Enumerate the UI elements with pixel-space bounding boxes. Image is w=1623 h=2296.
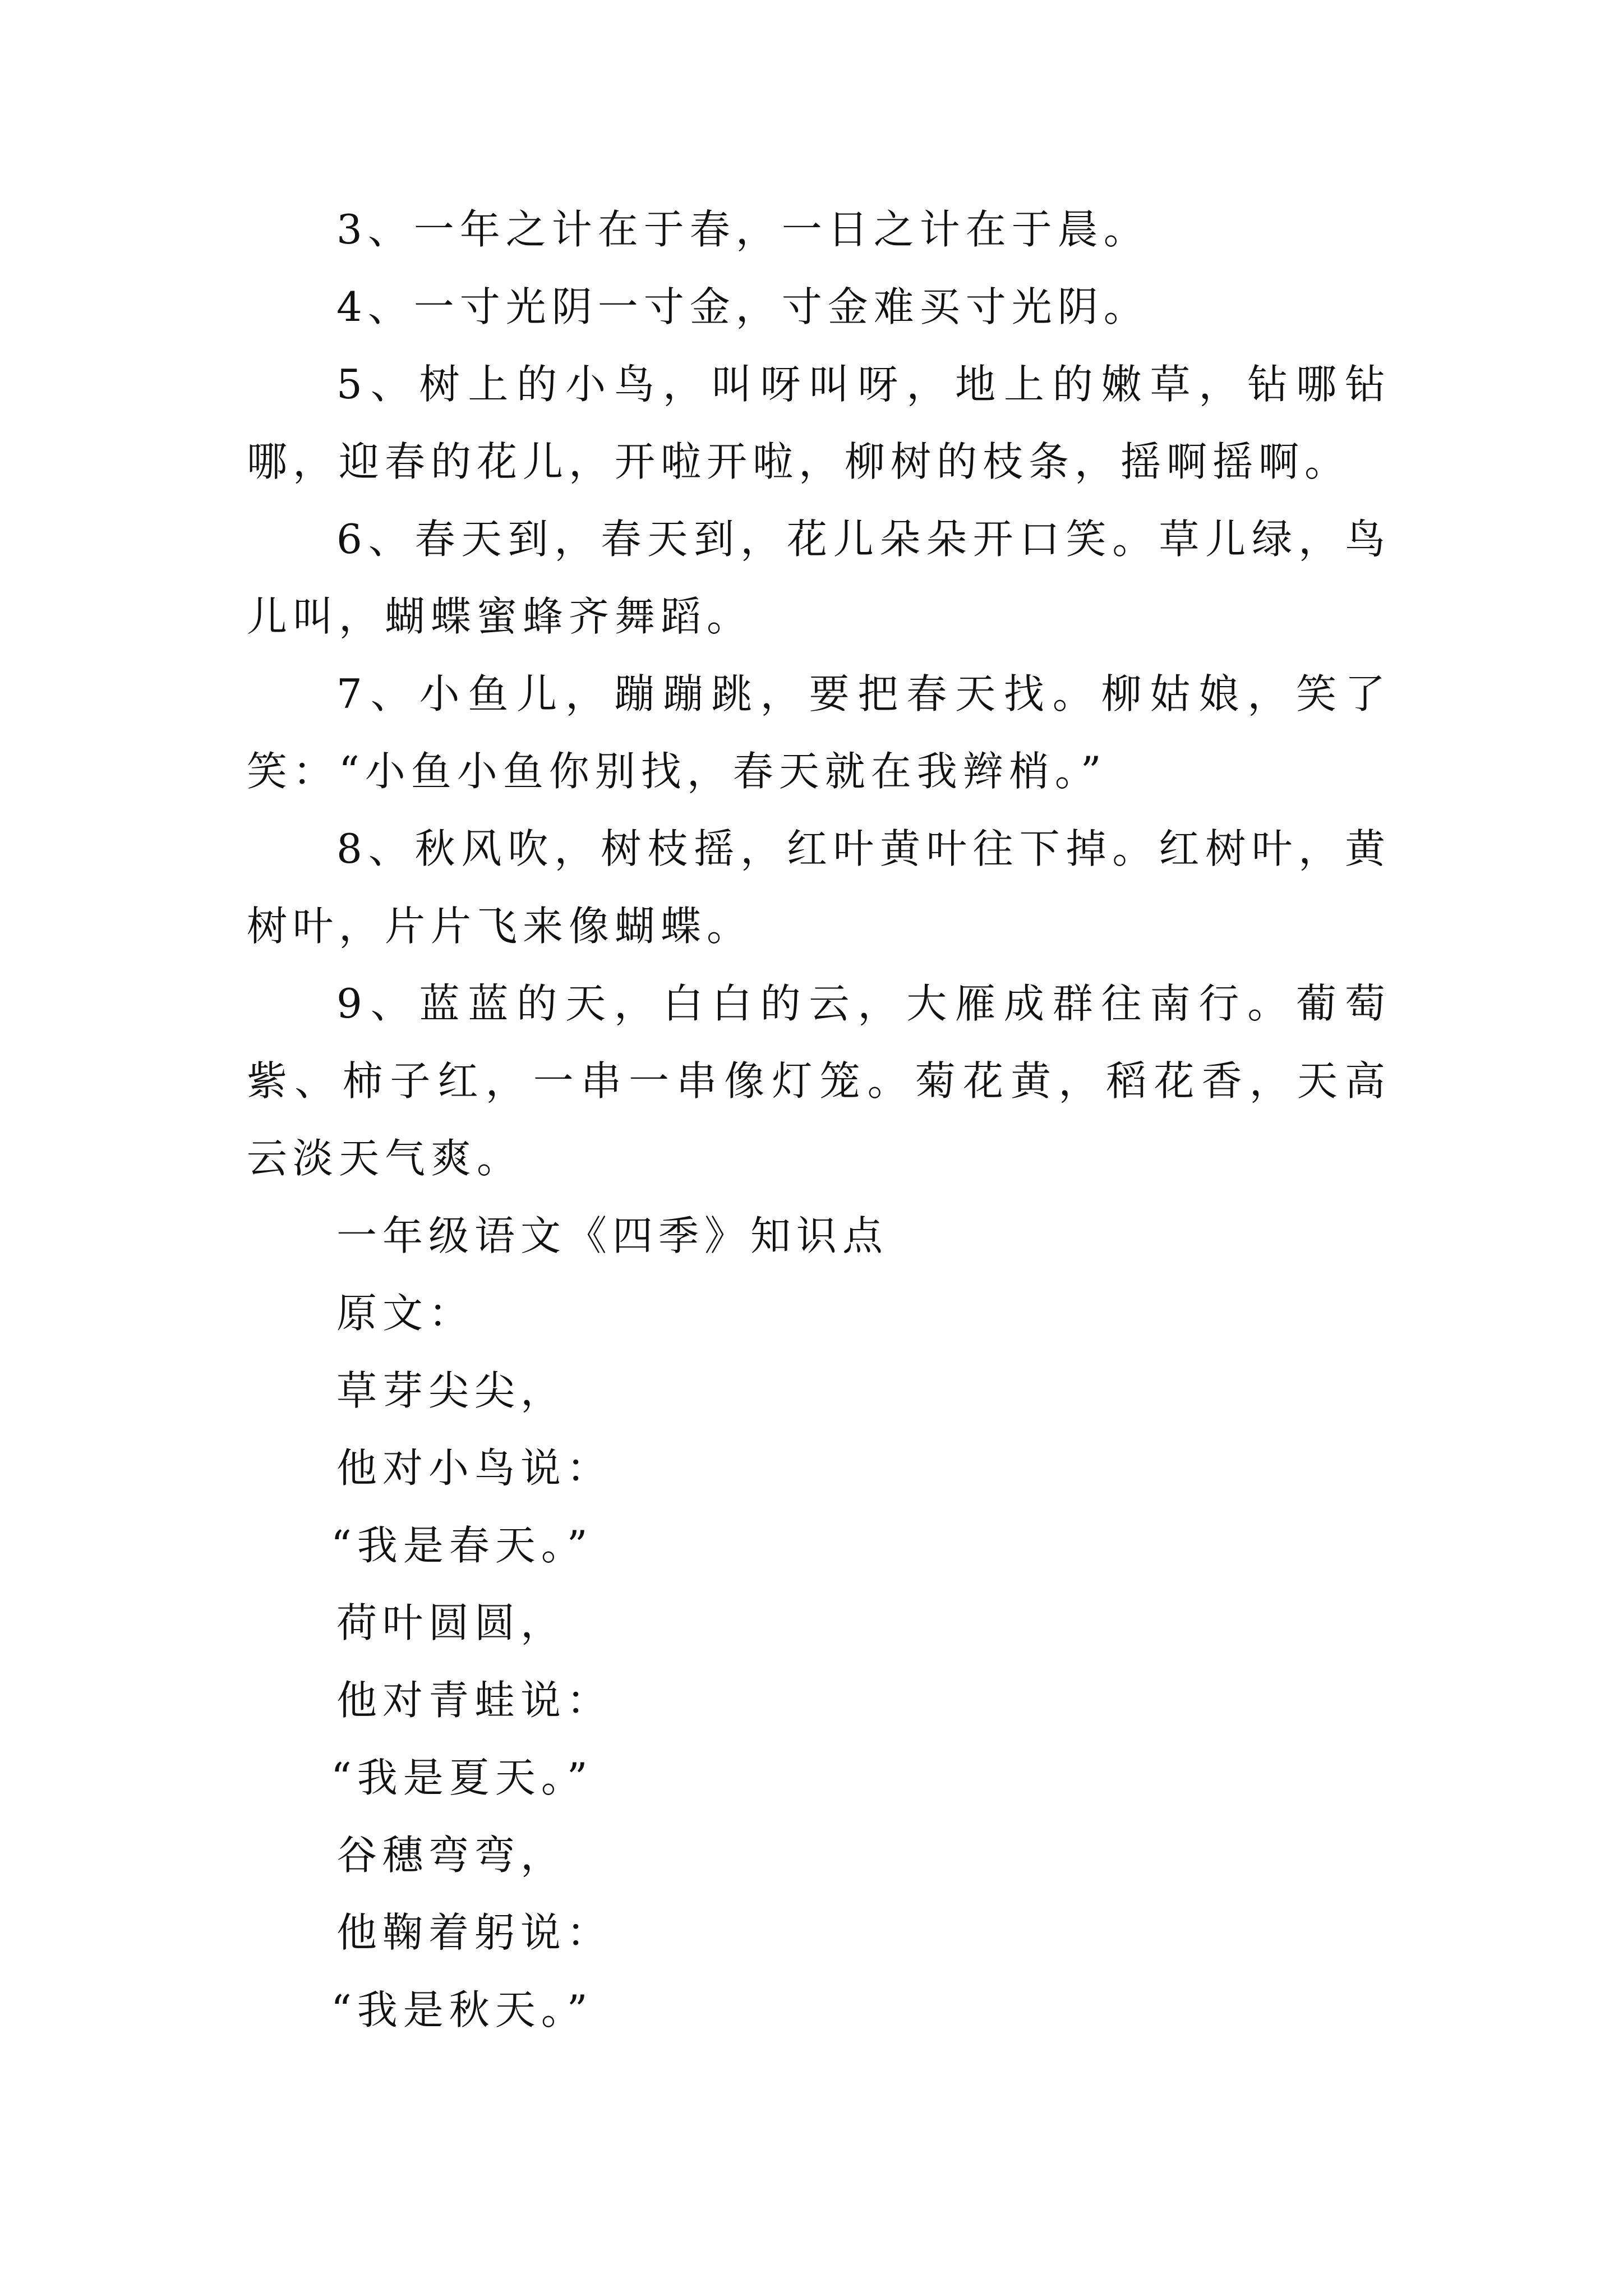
poem-line: 他对青蛙说： (336, 1677, 613, 1724)
paragraph-6: 6、春天到，春天到，花儿朵朵开口笑。草儿绿，鸟儿叫，蝴蝶蜜蜂齐舞蹈。 (247, 516, 1391, 640)
poem-line: 荷叶圆圆， (336, 1599, 567, 1646)
poem-line: “我是春天。” (331, 1522, 593, 1569)
paragraph-9: 9、蓝蓝的天，白白的云，大雁成群往南行。葡萄紫、柿子红，一串一串像灯笼。菊花黄，稻花香，天高云淡天气爽。 (247, 980, 1391, 1182)
original-text-label: 原文： (336, 1290, 475, 1337)
poem-line: 他鞠着躬说： (336, 1909, 613, 1956)
poem-line: 他对小鸟说： (336, 1444, 613, 1492)
paragraph-7: 7、小鱼儿，蹦蹦跳，要把春天找。柳姑娘，笑了笑：“小鱼小鱼你别找，春天就在我辫梢。” (247, 670, 1391, 795)
poem-line: “我是夏天。” (331, 1754, 593, 1801)
paragraph-3: 3、一年之计在于春，一日之计在于晨。 (336, 206, 1150, 253)
poem-line: 草芽尖尖， (336, 1367, 567, 1414)
section-title: 一年级语文《四季》知识点 (336, 1212, 889, 1259)
paragraph-5: 5、树上的小鸟，叫呀叫呀，地上的嫩草，钻哪钻哪，迎春的花儿，开啦开啦，柳树的枝条，摇啊摇啊。 (247, 361, 1391, 485)
poem-line: “我是秋天。” (331, 1986, 593, 2033)
paragraph-8: 8、秋风吹，树枝摇，红叶黄叶往下掉。红树叶，黄树叶，片片飞来像蝴蝶。 (247, 825, 1391, 950)
poem-line: 谷穗弯弯， (336, 1832, 567, 1879)
document-body (247, 191, 1391, 2049)
paragraph-4: 4、一寸光阴一寸金，寸金难买寸光阴。 (336, 283, 1150, 330)
